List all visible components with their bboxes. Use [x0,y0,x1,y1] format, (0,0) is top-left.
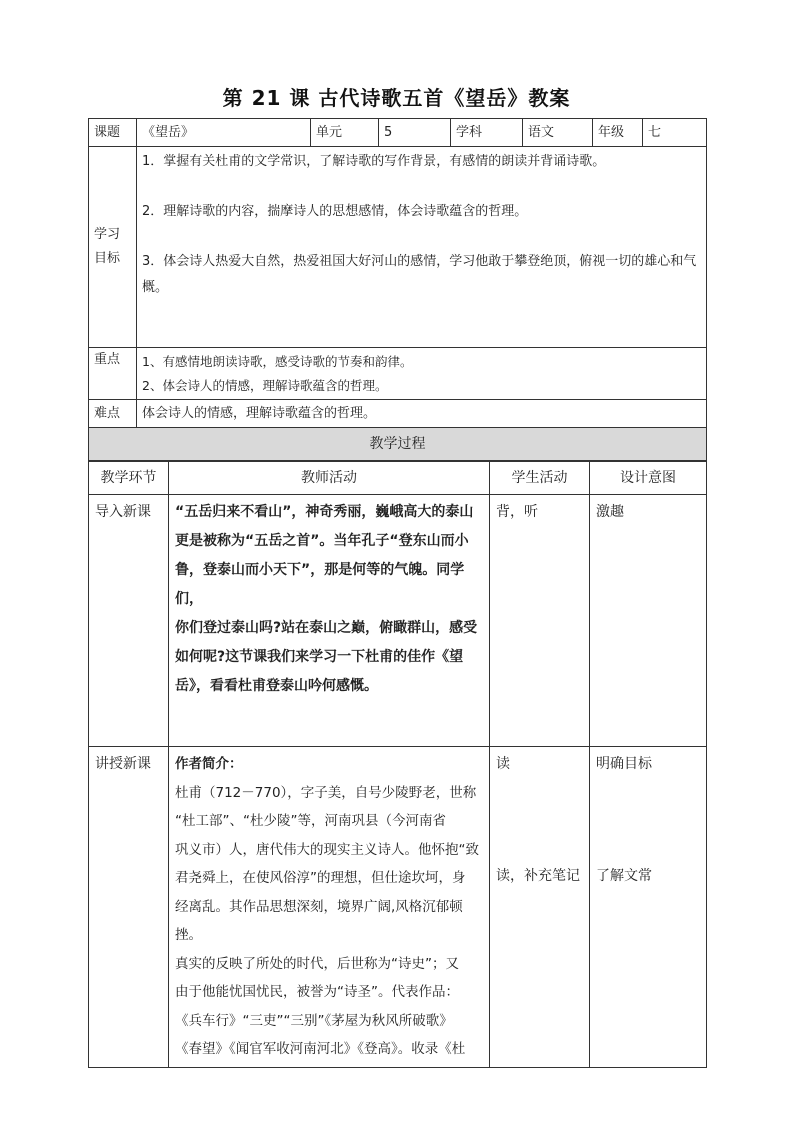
text-line: 岳》，看看杜甫登泰山吟何感慨。 [175,678,378,694]
page-title: 第 21 课 古代诗歌五首《望岳》教案 [222,86,571,110]
text-line: 更是被称为“五岳之首”。当年孔子“登东山而小 [175,533,469,549]
lesson-value: 《望岳》 [137,119,311,147]
difficulty-row [89,400,707,428]
subject-label: 学科 [451,119,523,147]
goal-item: 2．理解诗歌的内容，揣摩诗人的思想感情，体会诗歌蕴含的哲理。 [142,204,528,219]
process-header: 教学过程 [89,428,707,461]
text-line: 《春望》《闻官军收河南河北》《登高》。收录《杜 [175,1041,466,1057]
process-table [88,461,707,1068]
lecture-teacher-activity [169,747,490,1068]
key-points-label: 重点 [89,348,137,400]
goal-item: 1．掌握有关杜甫的文学常识，了解诗歌的写作背景，有感情的朗读并背诵诗歌。 [142,154,606,169]
unit-value: 5 [379,119,451,147]
text-line: “五岳归来不看山”，神奇秀丽，巍峨高大的泰山 [175,504,474,520]
col-intent: 设计意图 [590,462,707,495]
text-line: 由于他能忧国忧民，被誉为“诗圣”。代表作品： [175,984,459,1000]
goals-row [89,147,707,348]
text-line: 真实的反映了所处的时代，后世称为“诗史”；又 [175,955,459,972]
subject-value: 语文 [523,119,593,147]
col-stage: 教学环节 [89,462,169,495]
text-line: “杜工部”、“杜少陵”等，河南巩县（今河南省 [175,813,446,829]
goals-label: 学习目标 [89,147,137,348]
goal-item: 3．体会诗人热爱大自然，热爱祖国大好河山的感情，学习他敢于攀登绝顶，俯视一切的雄心和气概。 [142,254,697,295]
key-point-item: 1、有感情地朗读诗歌，感受诗歌的节奏和韵律。 [142,353,413,369]
design-intent-2: 了解文常 [596,868,652,884]
difficulty-label: 难点 [89,400,137,428]
intro-row [89,495,707,747]
key-point-item: 2、体会诗人的情感，理解诗歌蕴含的哲理。 [142,377,388,393]
lesson-info-table [88,118,707,461]
design-intent-1: 明确目标 [596,756,652,772]
info-row [89,119,707,147]
unit-label: 单元 [311,119,379,147]
text-line: 君尧舜上，在使风俗淳”的理想，但仕途坎坷，身 [175,870,466,886]
student-activity-1: 读 [496,756,510,772]
key-points-row [89,348,707,400]
text-line: 你们登过泰山吗?站在泰山之巅，俯瞰群山，感受 [175,620,478,636]
difficulty-content: 体会诗人的情感，理解诗歌蕴含的哲理。 [137,400,707,428]
text-line: 《兵车行》“三吏”“三别”《茅屋为秋风所破歌》 [175,1012,453,1029]
text-line: 杜甫（712－770），字子美，自号少陵野老，世称 [175,784,477,801]
lecture-design-intent [590,747,707,1068]
student-activity-2: 读，补充笔记 [496,868,580,884]
intro-teacher-activity [169,495,490,747]
author-heading: 作者简介： [175,756,243,772]
grade-value: 七 [643,119,707,147]
process-header-row [89,428,707,461]
text-line: 经离乱。其作品思想深刻，境界广阔,风格沉郁顿挫。 [175,898,463,943]
col-student: 学生活动 [490,462,590,495]
lecture-row [89,747,707,1068]
text-line: 鲁，登泰山而小天下”，那是何等的气魄。同学们， [175,562,465,607]
lecture-student-activity [490,747,590,1068]
goals-content [137,147,707,348]
text-line: 如何呢?这节课我们来学习一下杜甫的佳作《望 [175,649,464,665]
intro-stage: 导入新课 [89,495,169,747]
grade-label: 年级 [593,119,643,147]
key-points-content [137,348,707,400]
text-line: 巩义市）人，唐代伟大的现实主义诗人。他怀抱“致 [175,841,479,858]
intro-student-activity: 背，听 [490,495,590,747]
intro-design-intent: 激趣 [590,495,707,747]
column-header-row [89,462,707,495]
col-teacher: 教师活动 [169,462,490,495]
lesson-label: 课题 [89,119,137,147]
lecture-stage: 讲授新课 [89,747,169,1068]
